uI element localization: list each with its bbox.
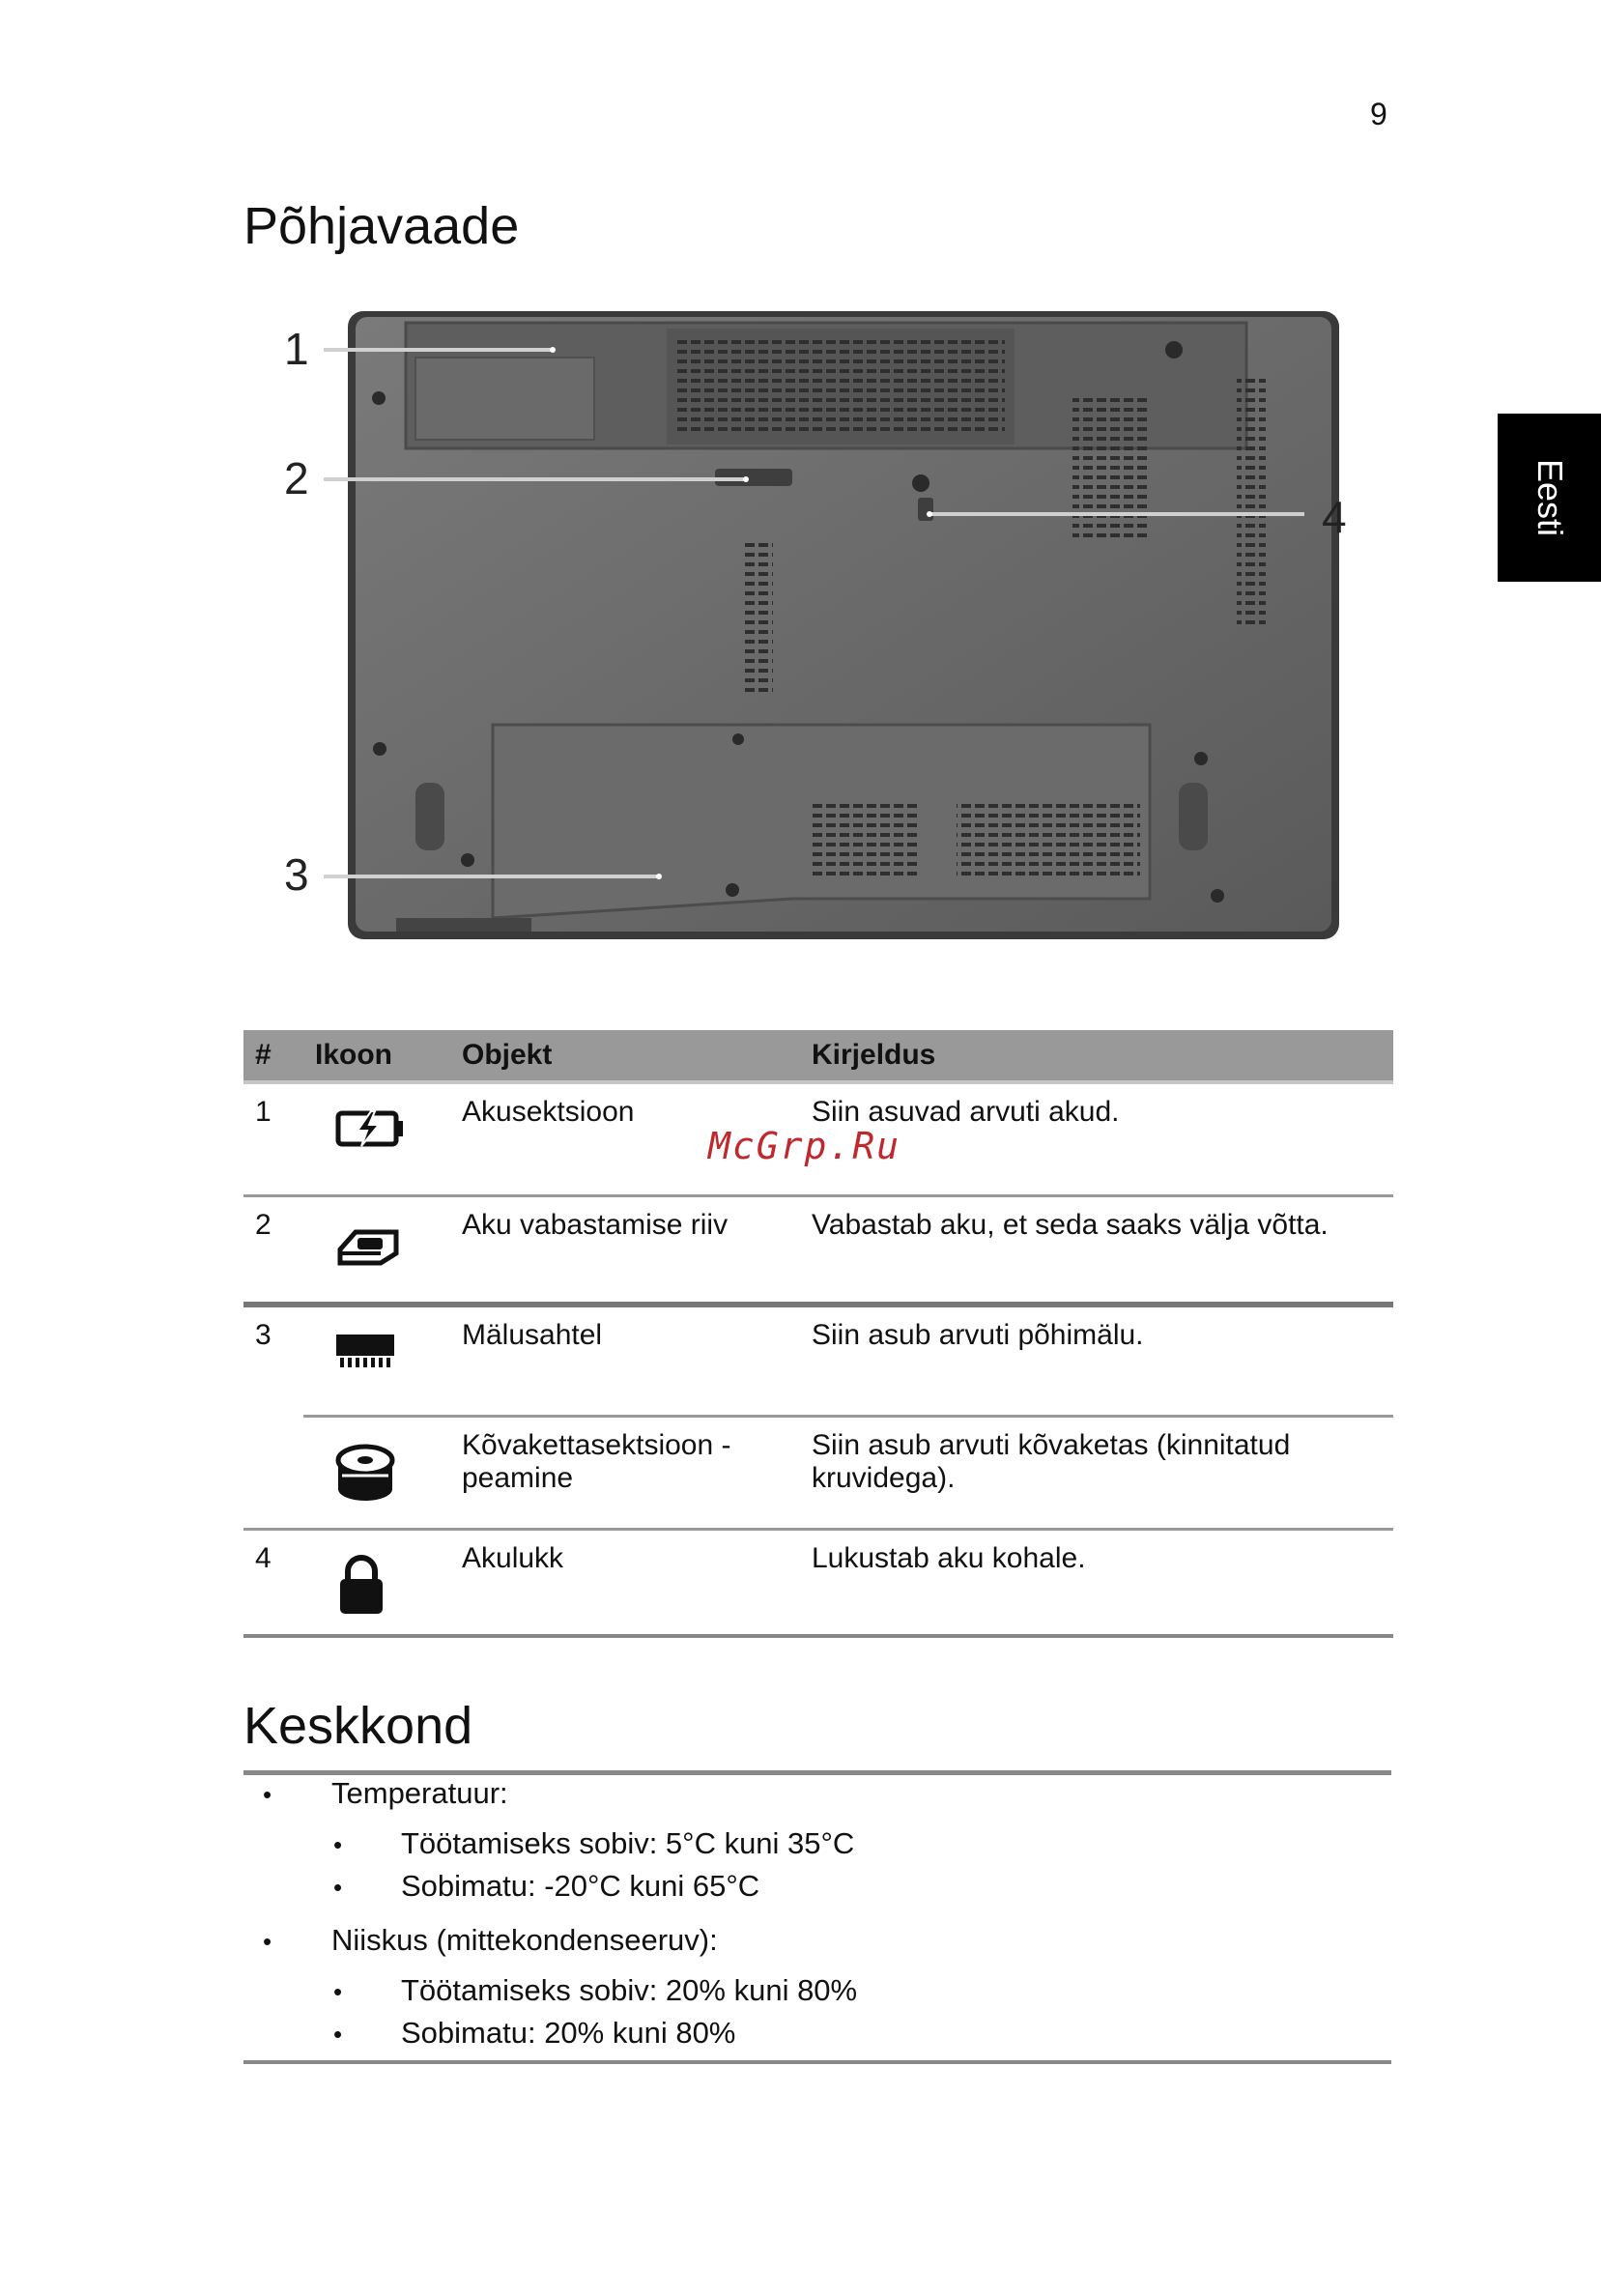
env-subitem: Sobimatu: 20% kuni 80% <box>401 2016 736 2050</box>
laptop-bottom-view-figure <box>271 300 1372 947</box>
header-object: Objekt <box>450 1030 800 1082</box>
row-object: Akulukk <box>450 1530 800 1637</box>
callout-3: 3 <box>284 849 309 900</box>
env-subitem: Töötamiseks sobiv: 20% kuni 80% <box>401 1973 858 2007</box>
bullet: • <box>333 2020 343 2049</box>
bullet: • <box>333 1830 343 1859</box>
row-object: Kõvakettasektsioon - peamine <box>450 1417 800 1530</box>
row-object: Mälusahtel <box>450 1305 800 1417</box>
env-subitem: Sobimatu: -20°C kuni 65°C <box>401 1869 760 1903</box>
battery-icon <box>334 1107 406 1150</box>
bullet: • <box>263 1927 272 1956</box>
callout-1: 1 <box>284 324 309 374</box>
table-header-row <box>243 1030 1393 1082</box>
row-number: 2 <box>243 1196 303 1306</box>
section-title-environment: Keskkond <box>243 1697 473 1755</box>
row-number: 1 <box>243 1082 303 1196</box>
laptop-bottom-illustration <box>271 300 1372 947</box>
language-tab-label: Eesti <box>1530 458 1570 537</box>
section-title-bottom-view: Põhjavaade <box>243 197 520 255</box>
env-item-label: Niiskus (mittekondenseeruv): <box>331 1923 718 1957</box>
table-row <box>243 1417 1393 1530</box>
section-bottom-rule <box>243 2060 1391 2064</box>
row-icon-cell <box>303 1305 450 1417</box>
row-icon-cell <box>303 1417 450 1530</box>
table-row <box>243 1305 1393 1417</box>
row-description: Lukustab aku kohale. <box>800 1530 1393 1637</box>
row-object: Akusektsioon <box>450 1082 800 1196</box>
row-object: Aku vabastamise riiv <box>450 1196 800 1306</box>
row-description: Siin asub arvuti põhimälu. <box>800 1305 1393 1417</box>
row-icon-cell <box>303 1530 450 1637</box>
row-description: Siin asuvad arvuti akud. <box>800 1082 1393 1196</box>
memory-module-icon <box>334 1331 398 1369</box>
table-row <box>243 1530 1393 1637</box>
header-icon: Ikoon <box>303 1030 450 1082</box>
env-subitem: Töötamiseks sobiv: 5°C kuni 35°C <box>401 1826 855 1860</box>
header-description: Kirjeldus <box>800 1030 1393 1082</box>
row-number: 3 <box>243 1305 303 1530</box>
row-description: Siin asub arvuti kõvaketas (kinnitatud kruvidega). <box>800 1417 1393 1530</box>
lock-icon <box>334 1554 388 1616</box>
row-number: 4 <box>243 1530 303 1637</box>
bullet: • <box>333 1977 343 2006</box>
env-item-label: Temperatuur: <box>331 1776 508 1810</box>
section-divider <box>243 1770 1391 1775</box>
row-icon-cell <box>303 1082 450 1196</box>
callout-2: 2 <box>284 453 309 503</box>
hard-disk-icon <box>334 1441 396 1505</box>
row-description: Vabastab aku, et seda saaks välja võtta. <box>800 1196 1393 1306</box>
table-row <box>243 1082 1393 1196</box>
bullet: • <box>333 1873 343 1902</box>
page-number: 9 <box>1370 97 1387 131</box>
callout-4: 4 <box>1322 492 1347 542</box>
row-icon-cell <box>303 1196 450 1306</box>
bullet: • <box>263 1780 272 1809</box>
table-row <box>243 1196 1393 1306</box>
components-table <box>243 1030 1393 1638</box>
watermark: McGrp.Ru <box>708 1125 901 1167</box>
header-number: # <box>243 1030 303 1082</box>
battery-release-latch-icon <box>334 1220 406 1267</box>
language-tab <box>1498 414 1601 582</box>
